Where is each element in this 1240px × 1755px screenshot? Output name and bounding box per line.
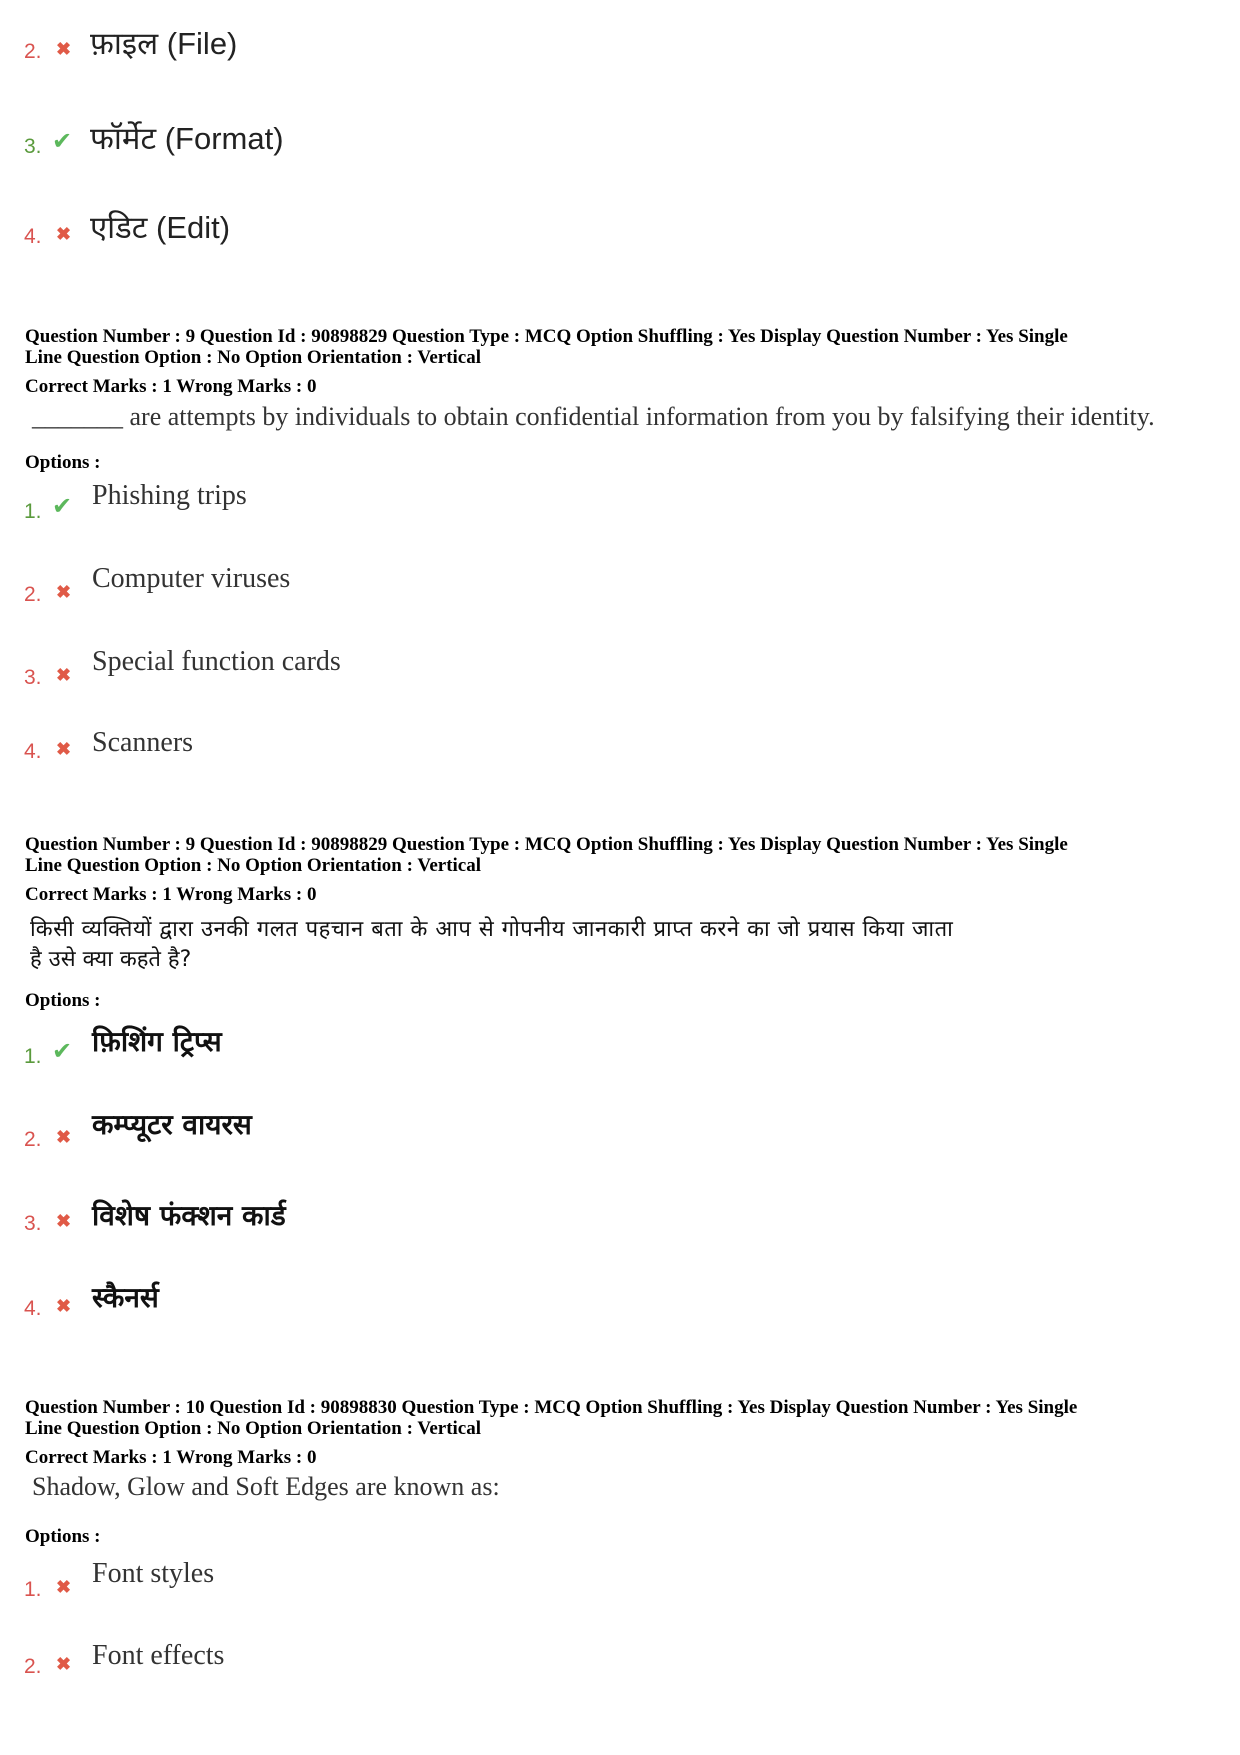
option-text: Scanners — [92, 727, 194, 758]
cross-icon: ✖ — [56, 1654, 72, 1674]
check-icon: ✔ — [52, 129, 73, 155]
option-number: 2. — [24, 583, 42, 606]
cross-icon: ✖ — [56, 224, 72, 244]
question-meta: Line Question Option : No Option Orientation : Vertical — [25, 1418, 482, 1439]
question-text: Shadow, Glow and Soft Edges are known as: — [32, 1472, 500, 1501]
cross-icon: ✖ — [56, 582, 72, 602]
options-label: Options : — [25, 452, 101, 473]
option-text: Special function cards — [92, 646, 341, 677]
option-number: 2. — [24, 40, 42, 63]
option-number: 3. — [24, 135, 42, 158]
option-number: 4. — [24, 1297, 42, 1320]
question-marks: Correct Marks : 1 Wrong Marks : 0 — [25, 1447, 317, 1468]
option-text: स्कैनर्स — [92, 1281, 159, 1314]
answer-blank: _______ — [32, 402, 123, 431]
option-text: Font effects — [92, 1640, 225, 1671]
option-number: 1. — [24, 1578, 42, 1601]
options-label: Options : — [25, 990, 101, 1011]
question-text: _______ are attempts by individuals to obtain confidential information from you by falsifying their identity. — [32, 402, 1155, 431]
option-text: फ़िशिंग ट्रिप्स — [92, 1025, 222, 1058]
option-number: 2. — [24, 1128, 42, 1151]
question-text: किसी व्यक्तियों द्वारा उनकी गलत पहचान बता के आप से गोपनीय जानकारी प्राप्त करने का जो प्रयास किया जाता है उसे क्या कहते है? — [30, 917, 954, 972]
option-number: 1. — [24, 500, 42, 523]
options-label: Options : — [25, 1526, 101, 1547]
option-number: 1. — [24, 1045, 42, 1068]
cross-icon: ✖ — [56, 739, 72, 759]
question-meta: Question Number : 10 Question Id : 90898830 Question Type : MCQ Option Shuffling : Yes Display Question Number : Yes Single — [25, 1397, 1078, 1418]
question-meta: Question Number : 9 Question Id : 90898829 Question Type : MCQ Option Shuffling : Yes Display Question Number : Yes Single — [25, 834, 1068, 855]
option-text: फ़ाइल (File) — [90, 26, 238, 61]
cross-icon: ✖ — [56, 1296, 72, 1316]
cross-icon: ✖ — [56, 39, 72, 59]
option-text: एडिट (Edit) — [90, 210, 231, 245]
option-text: विशेष फंक्शन कार्ड — [92, 1199, 286, 1232]
option-number: 4. — [24, 225, 42, 248]
option-number: 4. — [24, 740, 42, 763]
check-icon: ✔ — [52, 1039, 73, 1065]
option-text: Computer viruses — [92, 563, 291, 594]
cross-icon: ✖ — [56, 1577, 72, 1597]
cross-icon: ✖ — [56, 1211, 72, 1231]
question-meta: Line Question Option : No Option Orientation : Vertical — [25, 347, 482, 368]
cross-icon: ✖ — [56, 1127, 72, 1147]
option-text: Phishing trips — [92, 480, 247, 511]
cross-icon: ✖ — [56, 665, 72, 685]
option-text: फॉर्मेट (Format) — [90, 121, 284, 156]
question-meta: Question Number : 9 Question Id : 90898829 Question Type : MCQ Option Shuffling : Yes Display Question Number : Yes Single — [25, 326, 1068, 347]
option-text: Font styles — [92, 1558, 215, 1589]
question-meta: Line Question Option : No Option Orientation : Vertical — [25, 855, 482, 876]
option-number: 3. — [24, 1212, 42, 1235]
option-number: 2. — [24, 1655, 42, 1678]
check-icon: ✔ — [52, 494, 73, 520]
question-marks: Correct Marks : 1 Wrong Marks : 0 — [25, 884, 317, 905]
option-text: कम्प्यूटर वायरस — [92, 1108, 252, 1141]
question-marks: Correct Marks : 1 Wrong Marks : 0 — [25, 376, 317, 397]
option-number: 3. — [24, 666, 42, 689]
